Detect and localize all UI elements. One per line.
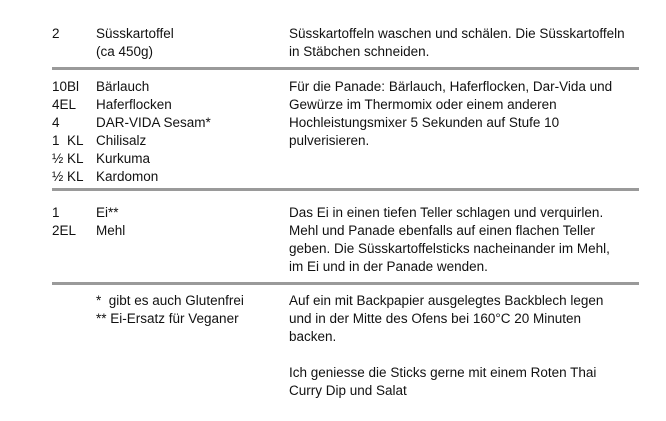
ingredient-quantity: ½ KL: [52, 151, 84, 166]
instruction-line: in Stäbchen schneiden.: [289, 44, 430, 59]
ingredient-name: Kardomon: [96, 169, 159, 184]
ingredient-quantity: 10Bl: [52, 79, 80, 94]
recipe-section-1: [0, 0, 666, 62]
ingredient-quantity: 2: [52, 26, 60, 41]
ingredient-quantity: 4: [52, 115, 60, 130]
ingredient-quantity: 1: [52, 205, 60, 220]
ingredient-name: DAR-VIDA Sesam*: [96, 115, 211, 130]
ingredient-quantity: 4EL: [52, 97, 77, 112]
ingredient-name: Kurkuma: [96, 151, 151, 166]
ingredient-name: Bärlauch: [96, 79, 150, 94]
instruction-line: Hochleistungsmixer 5 Sekunden auf Stufe 10: [289, 115, 560, 130]
ingredient-name: Chilisalz: [96, 133, 147, 148]
section-divider: [52, 188, 639, 191]
instruction-line: Für die Panade: Bärlauch, Haferflocken, Dar-Vida und: [289, 79, 613, 94]
instruction-line: pulverisieren.: [289, 133, 370, 148]
ingredient-quantity: 2EL: [52, 223, 77, 238]
instruction-line: backen.: [289, 329, 337, 344]
section-divider: [52, 282, 639, 285]
instruction-line: Mehl und Panade ebenfalls auf einen flachen Teller: [289, 223, 595, 238]
instruction-line: und in der Mitte des Ofens bei 160°C 20 Minuten: [289, 311, 582, 326]
instruction-line: Süsskartoffeln waschen und schälen. Die Süsskartoffeln: [289, 26, 625, 41]
ingredient-quantity: 1 KL: [52, 133, 84, 148]
ingredient-name: Mehl: [96, 223, 126, 238]
ingredient-quantity: ½ KL: [52, 169, 84, 184]
ingredient-name: Haferflocken: [96, 97, 172, 112]
ingredient-name: Ei**: [96, 205, 119, 220]
instruction-line: Gewürze im Thermomix oder einem anderen: [289, 97, 557, 112]
section-divider: [52, 67, 639, 70]
instruction-line: im Ei und in der Panade wenden.: [289, 259, 488, 274]
closing-note-line: Ich geniesse die Sticks gerne mit einem Roten Thai: [289, 365, 597, 380]
footnote: ** Ei-Ersatz für Veganer: [96, 311, 239, 326]
closing-note-line: Curry Dip und Salat: [289, 383, 407, 398]
ingredient-name: Süsskartoffel: [96, 26, 174, 41]
instruction-line: Auf ein mit Backpapier ausgelegtes Backblech legen: [289, 293, 604, 308]
ingredient-name: (ca 450g): [96, 44, 154, 59]
footnote: * gibt es auch Glutenfrei: [96, 293, 244, 308]
instruction-line: geben. Die Süsskartoffelsticks nacheinander im Mehl,: [289, 241, 610, 256]
instruction-line: Das Ei in einen tiefen Teller schlagen und verquirlen.: [289, 205, 604, 220]
